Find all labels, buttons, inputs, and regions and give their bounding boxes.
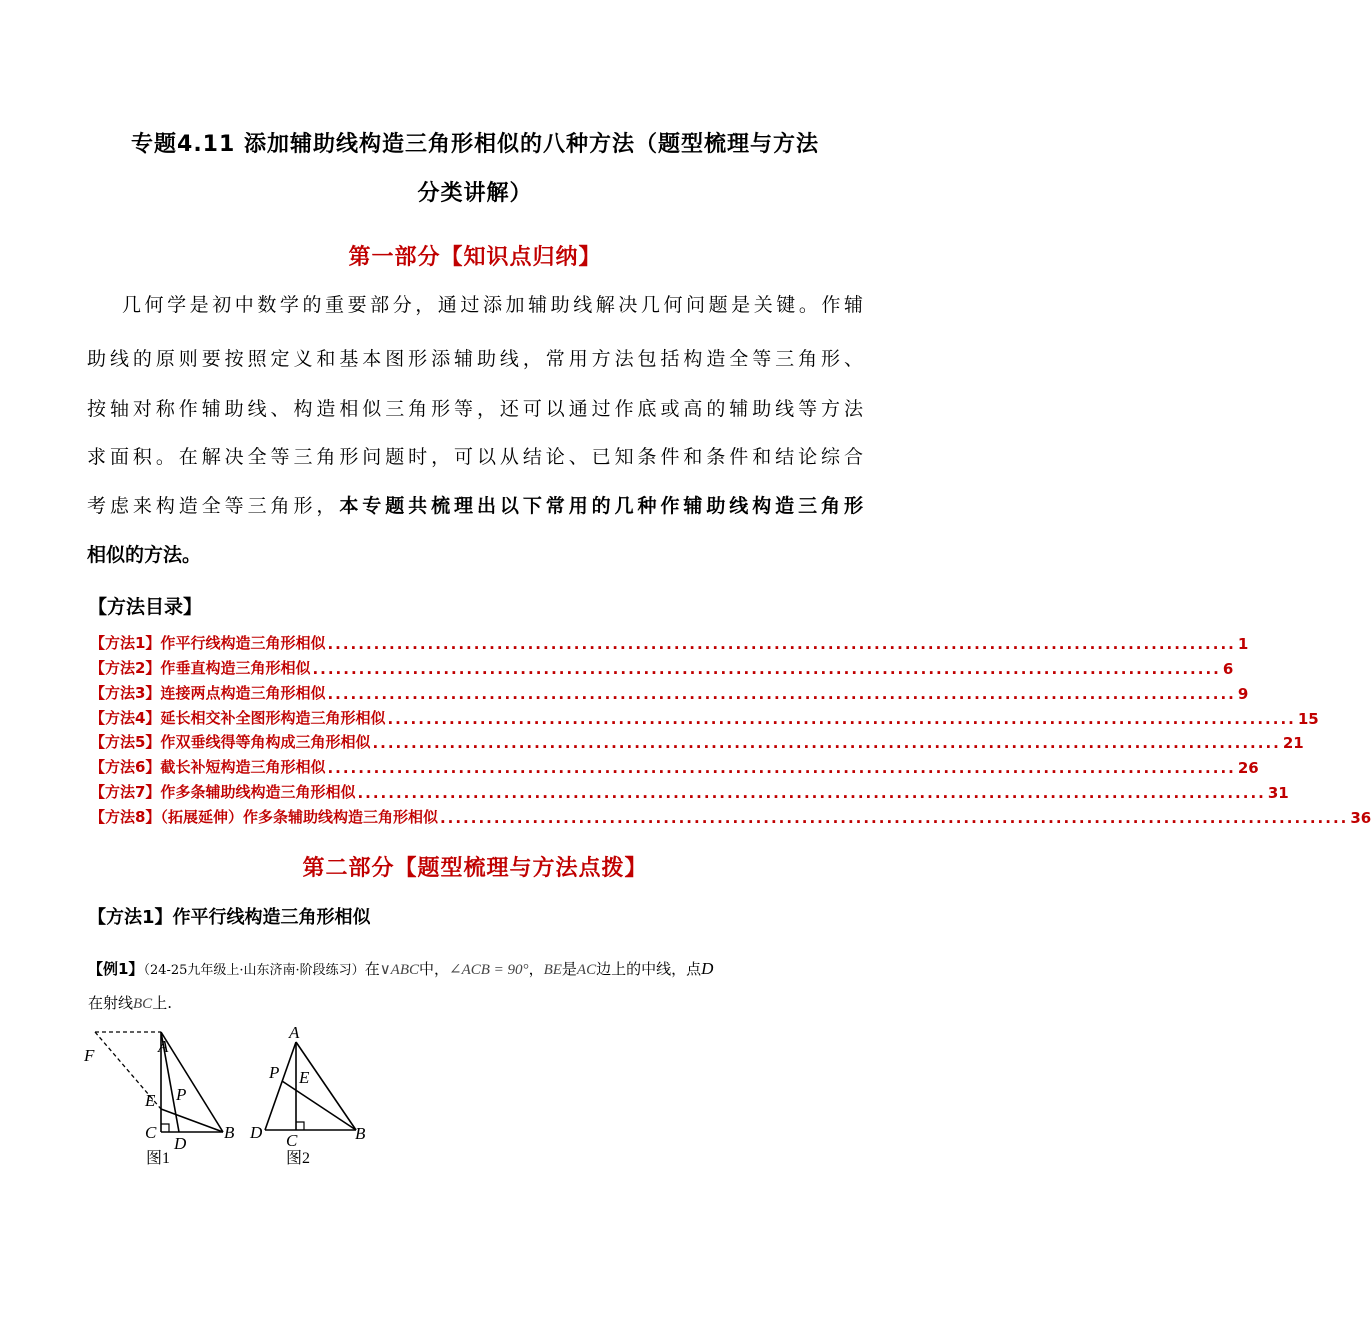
- toc-leader-dots: ......................................................................................................................: [372, 734, 1281, 752]
- toc-page-number: 36: [1350, 809, 1371, 827]
- label-c-fig2: C: [286, 1131, 298, 1150]
- intro-line-5: [87, 491, 863, 518]
- toc-item-label: 【方法3】连接两点构造三角形相似: [90, 684, 326, 702]
- toc-item-method-2[interactable]: [90, 654, 1234, 678]
- method-1-heading: 【方法1】作平行线构造三角形相似: [88, 907, 371, 928]
- intro-line-5-plain: 考虑来构造全等三角形，: [87, 495, 340, 517]
- segment-be: BE: [543, 962, 562, 978]
- intro-line-4: 求面积。在解决全等三角形问题时，可以从结论、已知条件和条件和结论综合: [87, 446, 863, 468]
- toc-page-number: 1: [1237, 635, 1249, 653]
- part-2-heading: 第二部分【题型梳理与方法点拨】: [302, 856, 648, 881]
- figure-2: [249, 1023, 366, 1167]
- toc-leader-dots: ......................................................................................................................: [357, 784, 1266, 802]
- toc-item-label: 【方法2】作垂直构造三角形相似: [90, 659, 311, 677]
- angle-acb: ∠ACB = 90°: [449, 962, 529, 978]
- caption-figure-2: 图2: [286, 1150, 311, 1167]
- example-text-4: 是: [561, 960, 577, 978]
- toc-item-label: 【方法5】作双垂线得等角构成三角形相似: [90, 733, 371, 751]
- part-1-heading: 第一部分【知识点归纳】: [348, 245, 602, 270]
- example-text-1: 在: [364, 960, 380, 978]
- toc-leader-dots: ......................................................................................................................: [327, 685, 1236, 703]
- example-text-6: 在射线: [88, 994, 134, 1012]
- toc-page-number: 31: [1267, 784, 1289, 802]
- label-b-fig1: B: [224, 1123, 235, 1142]
- toc-leader-dots: ......................................................................................................................: [327, 635, 1236, 653]
- segment-ad-fig2: [265, 1042, 296, 1130]
- toc-page-number: 21: [1282, 734, 1304, 752]
- right-angle-mark-fig2: [296, 1122, 304, 1130]
- example-text-3: ，: [528, 960, 544, 978]
- intro-line-3: 按轴对称作辅助线、构造相似三角形等，还可以通过作底或高的辅助线等方法: [87, 398, 863, 420]
- label-e-fig2: E: [299, 1068, 310, 1087]
- toc-item-method-1[interactable]: [90, 629, 1249, 653]
- toc-heading: 【方法目录】: [88, 596, 203, 618]
- figure-1: [83, 1032, 235, 1167]
- segment-ac: AC: [576, 962, 597, 978]
- toc-item-label: 【方法8】（拓展延伸）作多条辅助线构造三角形相似: [90, 808, 438, 826]
- toc-item-label: 【方法6】截长补短构造三角形相似: [90, 758, 326, 776]
- segment-eb-fig1: [161, 1109, 223, 1132]
- toc-page-number: 15: [1297, 710, 1319, 728]
- toc-leader-dots: ......................................................................................................................: [387, 710, 1296, 728]
- intro-line-2: 助线的原则要按照定义和基本图形添辅助线，常用方法包括构造全等三角形、: [87, 348, 863, 370]
- toc-page-number: 26: [1237, 759, 1259, 777]
- toc-page-number: 6: [1222, 660, 1234, 678]
- triangle-abc: ∨ABC: [379, 962, 420, 978]
- toc-item-method-5[interactable]: [90, 728, 1304, 752]
- label-b-fig2: B: [355, 1124, 366, 1143]
- example-1-text: [88, 953, 868, 1020]
- example-source: （24-25九年级上·山东济南·阶段练习）: [143, 963, 365, 978]
- example-text-7: 上.: [152, 994, 172, 1012]
- label-f: F: [84, 1046, 95, 1065]
- label-d-fig1: D: [174, 1134, 187, 1153]
- toc-item-method-4[interactable]: [90, 704, 1319, 728]
- toc-page-number: 9: [1237, 685, 1249, 703]
- label-p-fig1: P: [176, 1085, 187, 1104]
- toc-leader-dots: ......................................................................................................................: [439, 809, 1349, 827]
- toc-item-method-7[interactable]: [90, 778, 1289, 802]
- toc-item-label: 【方法4】延长相交补全图形构造三角形相似: [90, 709, 386, 727]
- intro-line-1: 几何学是初中数学的重要部分，通过添加辅助线解决几何问题是关键。作辅: [122, 294, 863, 316]
- toc-item-label: 【方法7】作多条辅助线构造三角形相似: [90, 783, 356, 801]
- label-d-fig2: D: [250, 1123, 263, 1142]
- example-tag: 【例1】: [88, 960, 144, 978]
- intro-line-6: 相似的方法。: [87, 544, 202, 566]
- caption-figure-1: 图1: [146, 1150, 171, 1167]
- example-text-5: 边上的中线，点: [596, 960, 702, 978]
- label-c-fig1: C: [145, 1123, 157, 1142]
- document-title-line-2: 分类讲解）: [417, 181, 533, 206]
- geometry-figures: [80, 1022, 380, 1182]
- intro-line-5-bold: 本专题共梳理出以下常用的几种作辅助线构造三角形: [339, 495, 863, 517]
- example-text-2: 中，: [419, 960, 450, 978]
- document-title-line-1: 专题4.11 添加辅助线构造三角形相似的八种方法（题型梳理与方法: [131, 132, 819, 157]
- toc-leader-dots: ......................................................................................................................: [312, 660, 1221, 678]
- label-e-fig1: E: [145, 1091, 156, 1110]
- label-a-fig1: A: [158, 1037, 169, 1056]
- toc-item-method-3[interactable]: [90, 679, 1249, 703]
- point-d: D: [701, 959, 714, 978]
- label-a-fig2: A: [289, 1023, 300, 1042]
- segment-pb-fig2: [282, 1081, 356, 1130]
- toc-item-label: 【方法1】作平行线构造三角形相似: [90, 634, 326, 652]
- right-angle-mark-fig1: [161, 1124, 169, 1132]
- label-p-fig2: P: [269, 1063, 280, 1082]
- toc-item-method-6[interactable]: [90, 753, 1259, 777]
- ray-bc: BC: [133, 996, 153, 1012]
- toc-leader-dots: ......................................................................................................................: [327, 759, 1236, 777]
- toc-item-method-8[interactable]: [90, 803, 1371, 827]
